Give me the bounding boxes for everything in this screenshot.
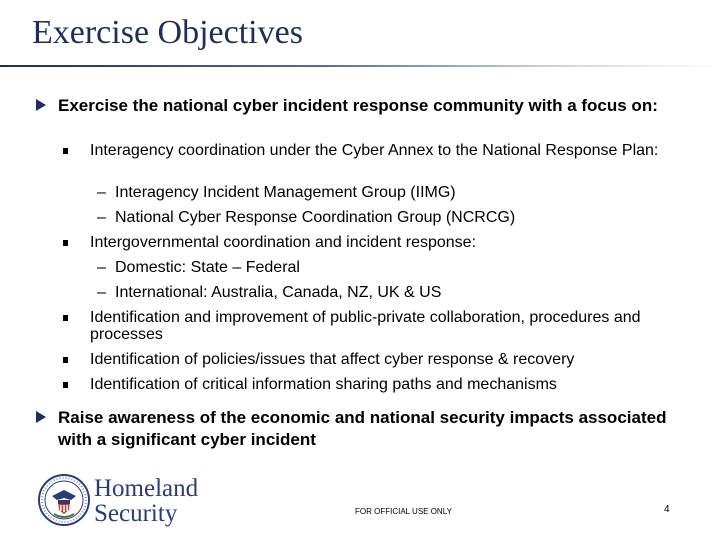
- dash-marker: –: [97, 209, 106, 226]
- sub-sub-bullet-4: [97, 284, 675, 301]
- logo-line-1: Homeland: [94, 475, 199, 502]
- sub-sub-bullet-1: [97, 184, 675, 201]
- sub-sub-bullet-3: [97, 259, 675, 276]
- square-bullet-icon: [63, 148, 68, 154]
- sub-sub-bullet-1-text: Interagency Incident Management Group (IIMG): [115, 184, 456, 201]
- triangle-bullet-icon: [36, 99, 46, 111]
- sub-sub-bullet-4-text: International: Australia, Canada, NZ, UK & US: [115, 284, 442, 301]
- sub-bullet-5-text: Identification of critical information sharing paths and mechanisms: [90, 376, 557, 393]
- sub-bullet-2: [90, 234, 695, 251]
- sub-bullet-3-text: Identification and improvement of public-private collaboration, procedures and processes: [90, 309, 641, 343]
- page-number: 4: [664, 504, 670, 515]
- bullet-1: [58, 95, 698, 117]
- sub-bullet-4-text: Identification of policies/issues that affect cyber response & recovery: [90, 351, 575, 368]
- square-bullet-icon: [63, 357, 68, 363]
- triangle-bullet-icon: [36, 411, 46, 423]
- square-bullet-icon: [63, 240, 68, 246]
- sub-bullet-3: [90, 309, 695, 343]
- slide-title: Exercise Objectives: [32, 14, 303, 51]
- classification-label: FOR OFFICIAL USE ONLY: [355, 507, 452, 516]
- bullet-2: [58, 407, 698, 451]
- sub-bullet-1: [90, 142, 695, 159]
- logo-line-2: Security: [94, 500, 178, 527]
- bullet-1-text: Exercise the national cyber incident response community with a focus on:: [58, 96, 658, 115]
- sub-bullet-2-text: Intergovernmental coordination and incident response:: [90, 234, 477, 251]
- square-bullet-icon: [63, 315, 68, 321]
- sub-sub-bullet-2-text: National Cyber Response Coordination Group (NCRCG): [115, 209, 516, 226]
- sub-bullet-5: [90, 376, 695, 393]
- dhs-seal-icon: [38, 474, 90, 526]
- dash-marker: –: [97, 259, 106, 276]
- dash-marker: –: [97, 184, 106, 201]
- title-divider: [0, 65, 720, 67]
- dash-marker: –: [97, 284, 106, 301]
- bullet-2-text: Raise awareness of the economic and national security impacts associated with a significant cyber incident: [58, 408, 667, 449]
- dhs-logo: [38, 474, 218, 534]
- sub-sub-bullet-3-text: Domestic: State – Federal: [115, 259, 300, 276]
- square-bullet-icon: [63, 382, 68, 388]
- sub-bullet-1-text: Interagency coordination under the Cyber Annex to the National Response Plan:: [90, 142, 659, 159]
- sub-sub-bullet-2: [97, 209, 675, 226]
- sub-bullet-4: [90, 351, 695, 368]
